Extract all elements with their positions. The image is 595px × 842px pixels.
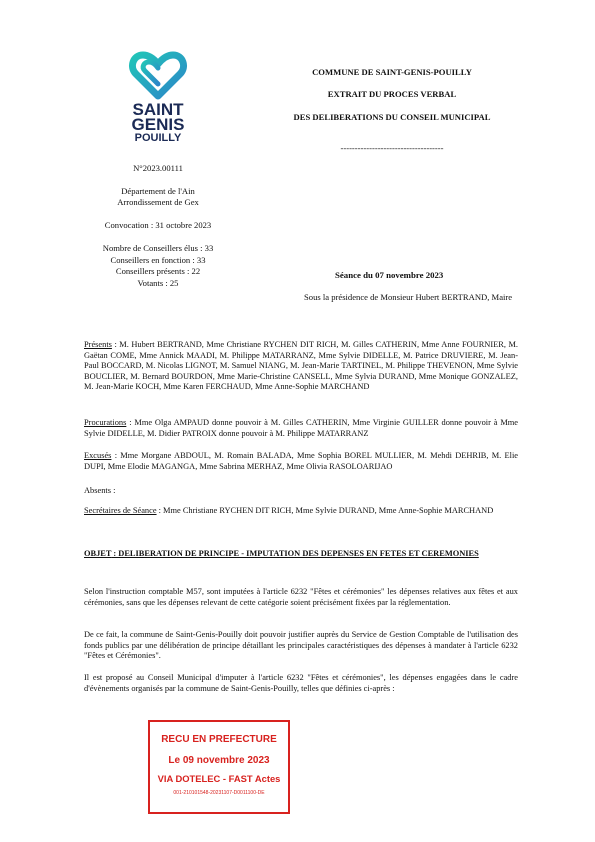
procurations-text: : Mme Olga AMPAUD donne pouvoir à M. Gilles CATHERIN, Mme Virginie GUILLER donne pouvoir à Mme Sylvie DIDELLE, M. Didier PATROIX donne pouvoir à M. Philippe MATARRANZ: [84, 418, 518, 438]
prefecture-stamp: [148, 720, 290, 814]
objet-label: OBJET: [84, 549, 112, 558]
arrondissement: Arrondissement de Gex: [117, 197, 199, 207]
departement: Département de l'Ain: [121, 186, 195, 196]
presents-text: : M. Hubert BERTRAND, Mme Christiane RYCHEN DIT RICH, M. Gilles CATHERIN, Mme Anne FOURNIER, M. Gaëtan COME, Mme Annick MAADI, M. Philippe MATARRANZ, Mme Sylvie DIDELLE, M. Patrice DRUVIERE, M. Jean-Paul BOCCARD, M. Nicolas LIGNOT, M. Samuel NIANG, M. Jean-Marie TARTINEL, M. Philippe THEVENON, Mme Sylvie BOUCLIER, M. Bernard BOURDON, Mme Marie-Christine CANSELL, Mme Sylvia DURAND, Mme Monique GONZALEZ, M. Jean-Marie KOCH, Mme Karen FERCHAUD, Mme Anne-Sophie MARCHAND: [84, 340, 518, 391]
body-paragraph-1: Selon l'instruction comptable M57, sont imputées à l'article 6232 "Fêtes et cérémonies" les dépenses relatives aux fêtes et aux cérémonies, sans que les dépenses relevant de cette catégorie soient précisément fixées par la réglementation.: [84, 587, 518, 607]
deliberation-number: N°2023.00111: [133, 163, 183, 173]
seance-presidence: Sous la présidence de Monsieur Hubert BERTRAND, Maire: [304, 292, 513, 302]
header-separator: ------------------------------------: [340, 143, 444, 153]
stamp-line-recu: RECU EN PREFECTURE: [161, 734, 277, 745]
presents-paragraph: [84, 340, 518, 393]
secretaires-text: : Mme Christiane RYCHEN DIT RICH, Mme Sylvie DURAND, Mme Anne-Sophie MARCHAND: [156, 506, 494, 515]
convocation: Convocation : 31 octobre 2023: [104, 220, 212, 230]
absents-label: Absents :: [84, 486, 116, 495]
seance-date: Séance du 07 novembre 2023: [335, 270, 444, 280]
excuses-label: Excusés: [84, 451, 112, 460]
presents-label: Présents: [84, 340, 112, 349]
conseillers-en-fonction: Conseillers en fonction : 33: [110, 255, 206, 265]
header-deliberations: DES DELIBERATIONS DU CONSEIL MUNICIPAL: [293, 112, 491, 122]
stamp-line-reference: 001-210101548-20231107-D0011100-DE: [173, 790, 265, 796]
header-extrait: EXTRAIT DU PROCES VERBAL: [327, 89, 457, 99]
objet-paragraph: [84, 549, 518, 560]
logo-line-genis: GENIS: [131, 115, 185, 134]
secretaires-paragraph: [84, 506, 518, 517]
logo-line-saint: SAINT: [132, 100, 184, 119]
procurations-label: Procurations: [84, 418, 127, 427]
excuses-text: : Mme Morgane ABDOUL, M. Romain BALADA, Mme Sophia BOREL MULLIER, M. Mehdi DEHRIB, M. Elie DUPI, Mme Elodie MAGANGA, Mme Sabrina MERHAZ, Mme Olivia RASOLOARIJAO: [84, 451, 518, 471]
header-commune: COMMUNE DE SAINT-GENIS-POUILLY: [312, 67, 472, 77]
heart-logo-icon: [128, 50, 188, 100]
stamp-line-date: Le 09 novembre 2023: [168, 755, 270, 766]
procurations-paragraph: [84, 418, 518, 439]
objet-text: : DELIBERATION DE PRINCIPE - IMPUTATION DES DEPENSES EN FETES ET CEREMONIES: [111, 549, 479, 558]
conseillers-elus: Nombre de Conseillers élus : 33: [102, 243, 214, 253]
body-paragraph-2: De ce fait, la commune de Saint-Genis-Pouilly doit pouvoir justifier auprès du Service de Gestion Comptable de l'utilisation des fonds publics par une délibération de principe détaillant les principales caractéristiques des dépenses à mandater à l'article 6232 "Fêtes et Cérémonies".: [84, 630, 518, 660]
excuses-paragraph: [84, 451, 518, 472]
conseillers-presents: Conseillers présents : 22: [115, 266, 201, 276]
body-paragraph-3: Il est proposé au Conseil Municipal d'imputer à l'article 6232 "Fêtes et cérémonies", les dépenses engagées dans le cadre d'évènements organisés par la commune de Saint-Genis-Pouilly, telles que définies ci-après :: [84, 673, 518, 693]
stamp-line-via: VIA DOTELEC - FAST Actes: [157, 773, 281, 784]
logo: [118, 50, 198, 144]
secretaires-label: Secrétaires de Séance: [84, 506, 157, 515]
votants: Votants : 25: [137, 278, 179, 288]
logo-line-pouilly: POUILLY: [134, 132, 182, 144]
